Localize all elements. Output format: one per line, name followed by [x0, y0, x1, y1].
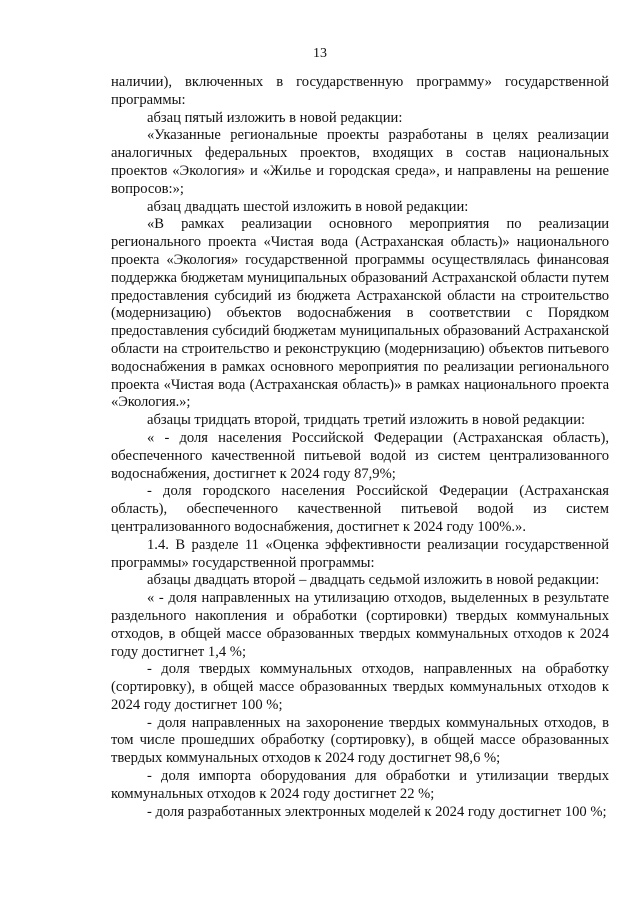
paragraph-instruction: абзац пятый изложить в новой редакции:: [147, 109, 403, 126]
paragraph-quoted: «В рамках реализации основного мероприятия по реализации регионального проекта «Чистая вода (Астраханская область)» национального проекта «Экология» государственной программы осуществлялась финансовая поддержка бюджетам муниципальных образований Астраханской области путем предоставления субсидий из бюджета Астраханской области на строительство (модернизацию) объектов водоснабжения в соответствии с Порядком предоставления субсидий бюджетам муниципальных образований Астраханской области на строительство и реконструкцию (модернизацию) объектов питьевого водоснабжения в рамках основного мероприятия по реализации регионального проекта «Чистая вода (Астраханская область)» в рамках национального проекта «Экология.»;: [111, 216, 609, 411]
paragraph-quoted: « - доля населения Российской Федерации (Астраханская область), обеспеченного качественной питьевой водой из систем централизованного водоснабжения, достигнет к 2024 году 87,9%;: [111, 429, 609, 482]
paragraph-quoted: - доля направленных на захоронение твердых коммунальных отходов, в том числе прошедших обработку (сортировку), в общей массе образованных твердых коммунальных отходов к 2024 году достигнет 98,6 %;: [111, 714, 609, 767]
paragraph-instruction: абзацы тридцать второй, тридцать третий изложить в новой редакции:: [147, 412, 586, 429]
paragraph-quoted: - доля твердых коммунальных отходов, направленных на обработку (сортировку), в общей массе образованных твердых коммунальных отходов к 2024 году достигнет 100 %;: [111, 661, 609, 713]
paragraph-quoted: «Указанные региональные проекты разработаны в целях реализации аналогичных федеральных проектов, входящих в состав национальных проектов «Экология» и «Жилье и городская среда», и направлены на решение вопросов:»;: [111, 127, 609, 197]
paragraph-continuation: наличии), включенных в государственную программу» государственной программы:: [111, 74, 609, 108]
document-body: [111, 74, 609, 821]
paragraph-section-heading: 1.4. В разделе 11 «Оценка эффективности реализации государственной программы» государственной программы:: [111, 536, 609, 571]
paragraph-quoted: - доля городского населения Российской Федерации (Астраханская область), обеспеченного качественной питьевой водой из систем централизованного водоснабжения, достигнет к 2024 году 100%.».: [111, 483, 609, 535]
paragraph-quoted: - доля разработанных электронных моделей к 2024 году достигнет 100 %;: [147, 803, 607, 820]
paragraph-quoted: - доля импорта оборудования для обработки и утилизации твердых коммунальных отходов к 2024 году достигнет 22 %;: [111, 768, 609, 802]
page-number: 13: [313, 46, 327, 61]
paragraph-quoted: « - доля направленных на утилизацию отходов, выделенных в результате раздельного накопления и обработки (сортировки) твердых коммунальных отходов, в общей массе образованных твердых коммунальных отходов к 2024 году достигнет 1,4 %;: [111, 590, 609, 660]
paragraph-instruction: абзацы двадцать второй – двадцать седьмой изложить в новой редакции:: [147, 572, 600, 589]
paragraph-instruction: абзац двадцать шестой изложить в новой редакции:: [147, 198, 469, 215]
